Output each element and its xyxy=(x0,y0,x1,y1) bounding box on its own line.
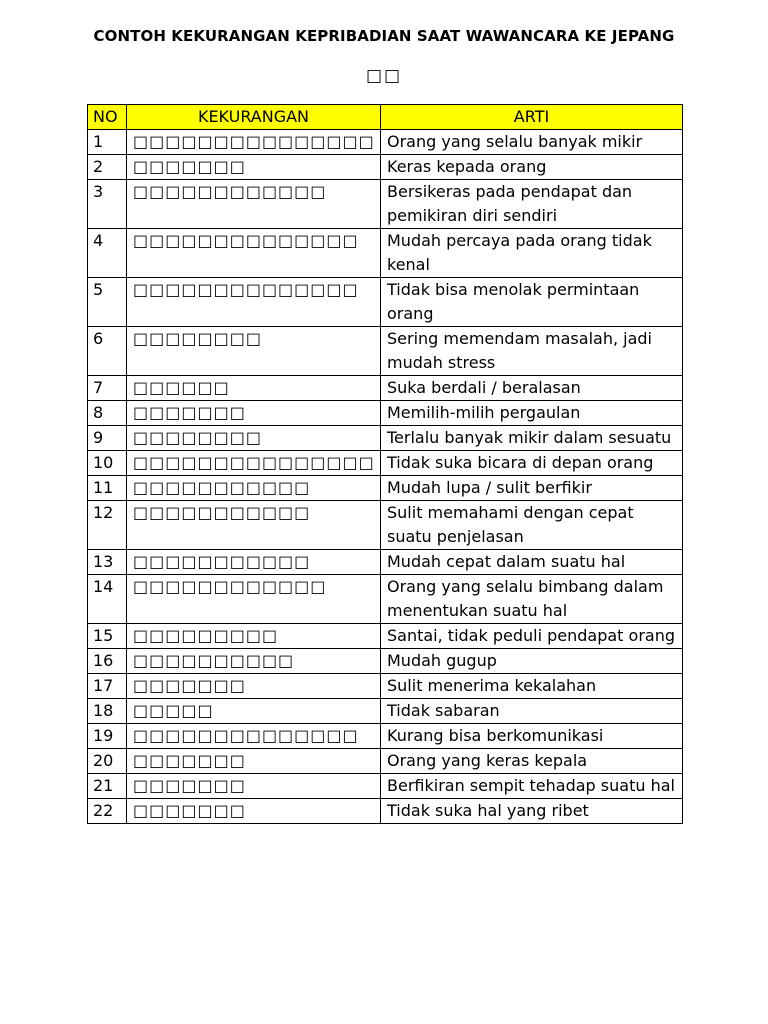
row-number: 17 xyxy=(88,674,127,699)
row-arti: Santai, tidak peduli pendapat orang xyxy=(381,624,683,649)
row-number: 19 xyxy=(88,724,127,749)
row-number: 9 xyxy=(88,426,127,451)
table-row xyxy=(88,426,683,451)
row-arti: Kurang bisa berkomunikasi xyxy=(381,724,683,749)
row-number: 6 xyxy=(88,327,127,376)
row-arti: Tidak bisa menolak permintaan orang xyxy=(381,278,683,327)
row-number: 11 xyxy=(88,476,127,501)
table-row xyxy=(88,649,683,674)
header-kekurangan: KEKURANGAN xyxy=(127,105,381,130)
row-kekurangan: □□□□□□□□□□□ xyxy=(127,501,381,550)
row-number: 3 xyxy=(88,180,127,229)
row-number: 1 xyxy=(88,130,127,155)
row-number: 4 xyxy=(88,229,127,278)
table-row xyxy=(88,749,683,774)
row-kekurangan: □□□□□□□□ xyxy=(127,426,381,451)
table-row xyxy=(88,674,683,699)
row-arti: Tidak sabaran xyxy=(381,699,683,724)
row-kekurangan: □□□□□□□ xyxy=(127,674,381,699)
table-row xyxy=(88,699,683,724)
row-kekurangan: □□□□□□□□□□□□□□□ xyxy=(127,451,381,476)
row-number: 21 xyxy=(88,774,127,799)
row-kekurangan: □□□□□□□ xyxy=(127,401,381,426)
row-arti: Orang yang selalu banyak mikir xyxy=(381,130,683,155)
row-kekurangan: □□□□□□□□□□□□ xyxy=(127,575,381,624)
page-subtitle: □□ xyxy=(365,66,403,86)
row-kekurangan: □□□□□□□□□ xyxy=(127,624,381,649)
row-kekurangan: □□□□□ xyxy=(127,699,381,724)
table-row xyxy=(88,130,683,155)
row-kekurangan: □□□□□□□ xyxy=(127,749,381,774)
row-number: 8 xyxy=(88,401,127,426)
table-row xyxy=(88,155,683,180)
table-row xyxy=(88,624,683,649)
row-number: 5 xyxy=(88,278,127,327)
row-arti: Sulit memahami dengan cepat suatu penjelasan xyxy=(381,501,683,550)
table-row xyxy=(88,278,683,327)
row-kekurangan: □□□□□□□□□□□□□□ xyxy=(127,724,381,749)
row-kekurangan: □□□□□□□□□□□□□□ xyxy=(127,229,381,278)
row-number: 20 xyxy=(88,749,127,774)
row-arti: Mudah percaya pada orang tidak kenal xyxy=(381,229,683,278)
row-kekurangan: □□□□□□□ xyxy=(127,799,381,824)
row-kekurangan: □□□□□□□□□□ xyxy=(127,649,381,674)
row-arti: Mudah cepat dalam suatu hal xyxy=(381,550,683,575)
table-row xyxy=(88,799,683,824)
row-number: 12 xyxy=(88,501,127,550)
row-kekurangan: □□□□□□□□□□□□□□□ xyxy=(127,130,381,155)
page-title: CONTOH KEKURANGAN KEPRIBADIAN SAAT WAWANCARA KE JEPANG xyxy=(93,27,675,45)
table-row xyxy=(88,451,683,476)
row-arti: Tidak suka bicara di depan orang xyxy=(381,451,683,476)
row-number: 7 xyxy=(88,376,127,401)
row-arti: Keras kepada orang xyxy=(381,155,683,180)
row-arti: Bersikeras pada pendapat dan pemikiran diri sendiri xyxy=(381,180,683,229)
table-header-row xyxy=(88,105,683,130)
header-arti: ARTI xyxy=(381,105,683,130)
row-arti: Terlalu banyak mikir dalam sesuatu xyxy=(381,426,683,451)
row-arti: Orang yang selalu bimbang dalam menentukan suatu hal xyxy=(381,575,683,624)
personality-weakness-table xyxy=(87,104,683,824)
header-no: NO xyxy=(88,105,127,130)
row-kekurangan: □□□□□□□□□□□□ xyxy=(127,180,381,229)
row-kekurangan: □□□□□□□□ xyxy=(127,327,381,376)
row-arti: Mudah lupa / sulit berfikir xyxy=(381,476,683,501)
row-arti: Sering memendam masalah, jadi mudah stress xyxy=(381,327,683,376)
row-number: 22 xyxy=(88,799,127,824)
table-row xyxy=(88,229,683,278)
row-kekurangan: □□□□□□□ xyxy=(127,774,381,799)
row-number: 10 xyxy=(88,451,127,476)
table-row xyxy=(88,401,683,426)
table-row xyxy=(88,501,683,550)
table-row xyxy=(88,327,683,376)
row-kekurangan: □□□□□□ xyxy=(127,376,381,401)
table-row xyxy=(88,575,683,624)
table-row xyxy=(88,550,683,575)
table-row xyxy=(88,476,683,501)
table-row xyxy=(88,774,683,799)
row-number: 18 xyxy=(88,699,127,724)
table-row xyxy=(88,724,683,749)
row-number: 16 xyxy=(88,649,127,674)
row-kekurangan: □□□□□□□□□□□□□□ xyxy=(127,278,381,327)
row-kekurangan: □□□□□□□□□□□ xyxy=(127,476,381,501)
row-arti: Mudah gugup xyxy=(381,649,683,674)
table-row xyxy=(88,376,683,401)
row-arti: Sulit menerima kekalahan xyxy=(381,674,683,699)
row-arti: Suka berdali / beralasan xyxy=(381,376,683,401)
row-number: 13 xyxy=(88,550,127,575)
row-number: 2 xyxy=(88,155,127,180)
row-arti: Tidak suka hal yang ribet xyxy=(381,799,683,824)
row-number: 15 xyxy=(88,624,127,649)
row-arti: Berfikiran sempit tehadap suatu hal xyxy=(381,774,683,799)
row-kekurangan: □□□□□□□□□□□ xyxy=(127,550,381,575)
table-row xyxy=(88,180,683,229)
row-number: 14 xyxy=(88,575,127,624)
row-arti: Memilih-milih pergaulan xyxy=(381,401,683,426)
table-body xyxy=(88,130,683,824)
row-arti: Orang yang keras kepala xyxy=(381,749,683,774)
row-kekurangan: □□□□□□□ xyxy=(127,155,381,180)
